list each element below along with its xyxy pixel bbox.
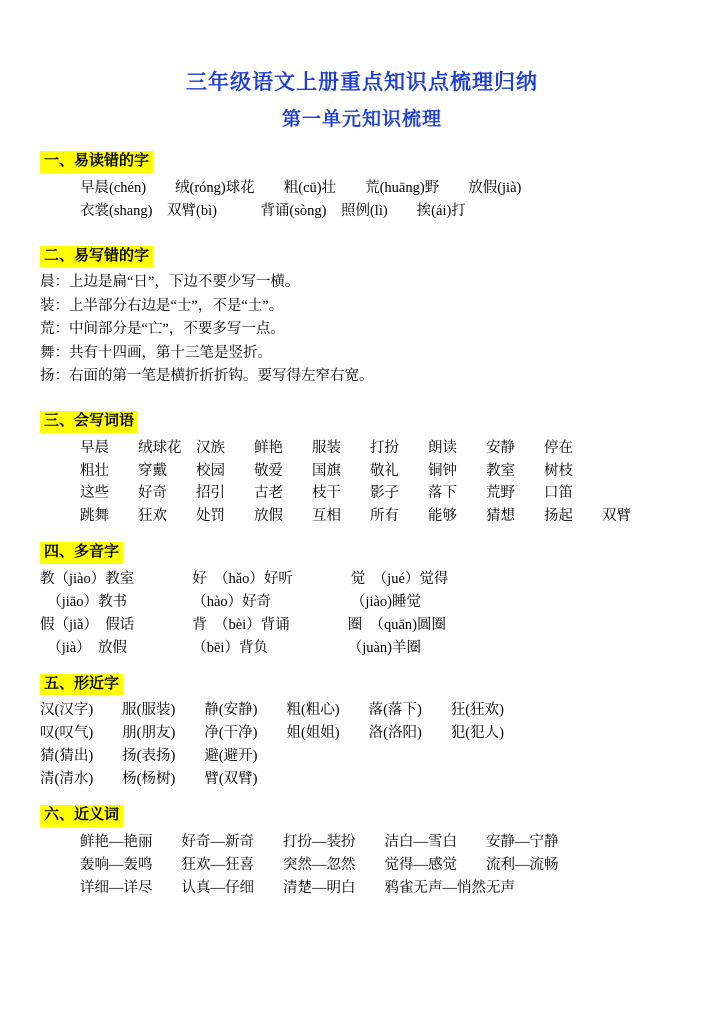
section-4-body	[40, 568, 684, 660]
section-6-body	[40, 831, 684, 900]
section-heading-3	[40, 401, 684, 437]
text-line: 叹(叹气) 朋(朋友) 净(干净) 姐(姐姐) 洛(洛阳) 犯(犯人)	[40, 725, 504, 742]
text-line: 跳舞 狂欢 处罚 放假 互相 所有 能够 猜想 扬起 双臂	[80, 508, 631, 525]
text-line: 早晨 绒球花 汉族 鲜艳 服装 打扮 朗读 安静 停在	[80, 439, 573, 456]
text-line: （jià） 放假 （bēi）背负 （juàn)羊圈	[40, 639, 421, 656]
text-line: 这些 好奇 招引 古老 枝干 影子 落下 荒野 口笛	[80, 485, 573, 502]
text-line: 衣裳(shang) 双臂(bì) 背诵(sòng) 照例(lì) 挨(ái)打	[80, 203, 466, 220]
text-line: 扬：右面的第一笔是横折折折钩。要写得左窄右宽。	[40, 368, 374, 385]
text-line: 假（jiǎ） 假话 背 （bèi）背诵 圈 （quān)圆圈	[40, 616, 446, 633]
section-5-body	[40, 699, 684, 791]
section-heading-4	[40, 532, 684, 568]
section-4-title: 四、多音字	[40, 542, 123, 564]
text-line: 粗壮 穿戴 校园 敬爱 国旗 敬礼 铜钟 教室 树枝	[80, 462, 573, 479]
section-heading-2	[40, 236, 684, 272]
text-line: 教（jiào）教室 好 （hǎo）好听 觉 （jué）觉得	[40, 571, 449, 588]
section-1-title: 一、易读错的字	[40, 151, 153, 173]
text-line: 舞：共有十四画，第十三笔是竖折。	[40, 344, 272, 361]
text-line: 清(清水) 杨(杨树) 臂(双臂)	[40, 771, 258, 788]
page-title: 三年级语文上册重点知识点梳理归纳	[186, 70, 538, 94]
page-subtitle: 第一单元知识梳理	[281, 109, 442, 130]
text-line: 早晨(chén) 绒(róng)球花 粗(cū)壮 荒(huāng)野 放假(jià)	[80, 179, 522, 196]
text-line: 汉(汉字) 服(服装) 静(安静) 粗(粗心) 落(落下) 狂(狂欢)	[40, 702, 504, 719]
section-5-title: 五、形近字	[40, 674, 123, 696]
section-3-body	[40, 437, 684, 529]
section-2-title: 二、易写错的字	[40, 246, 153, 268]
text-line: 轰响—轰鸣 狂欢—狂喜 突然—忽然 觉得—感觉 流利—流畅	[80, 856, 559, 873]
section-heading-6	[40, 795, 684, 831]
text-line: 晨：上边是扁“日”，下边不要少写一横。	[40, 274, 300, 291]
text-line: 猜(猜出) 扬(表扬) 避(避开)	[40, 748, 258, 765]
text-line: 装：上半部分右边是“士”，不是“土”。	[40, 297, 284, 314]
section-1-body	[40, 177, 684, 224]
text-line: 鲜艳—艳丽 好奇—新奇 打扮—装扮 洁白—雪白 安静—宁静	[80, 833, 559, 850]
section-3-title: 三、会写词语	[40, 411, 138, 433]
section-2-body	[40, 271, 684, 388]
text-line: （jiāo）教书 （hào）好奇 （jiào)睡觉	[40, 593, 421, 610]
text-line: 详细—详尽 认真—仔细 清楚—明白 鸦雀无声—悄然无声	[80, 879, 515, 896]
section-heading-5	[40, 664, 684, 700]
section-heading-1	[40, 141, 684, 177]
section-6-title: 六、近义词	[40, 805, 123, 827]
text-line: 荒：中间部分是“亡”，不要多写一点。	[40, 321, 285, 338]
